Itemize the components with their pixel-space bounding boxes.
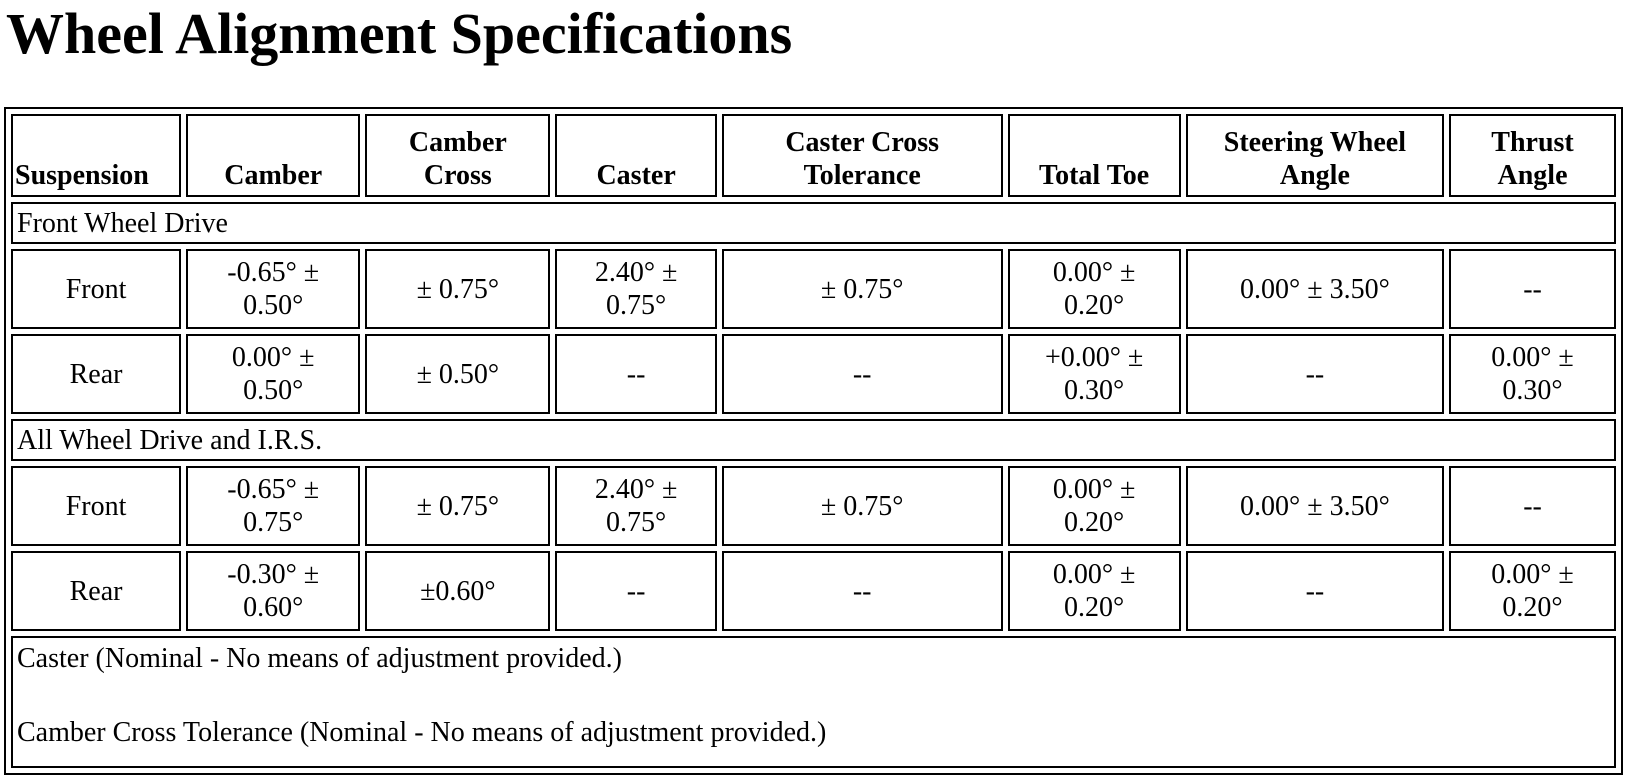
section-row (11, 419, 1616, 461)
section-row (11, 202, 1616, 244)
cell-steering-wheel-angle: 0.00° ± 3.50° (1186, 249, 1444, 329)
section-label: All Wheel Drive and I.R.S. (11, 419, 1616, 461)
cell-camber: 0.00° ± 0.50° (186, 334, 360, 414)
cell-total-toe: 0.00° ± 0.20° (1008, 551, 1181, 631)
cell-thrust-angle: 0.00° ± 0.20° (1449, 551, 1616, 631)
cell-suspension: Front (11, 466, 181, 546)
header-steering-wheel-angle: Steering Wheel Angle (1186, 114, 1444, 197)
cell-camber: -0.30° ± 0.60° (186, 551, 360, 631)
alignment-spec-table (4, 107, 1623, 775)
cell-total-toe: 0.00° ± 0.20° (1008, 466, 1181, 546)
cell-suspension: Rear (11, 334, 181, 414)
cell-camber: -0.65° ± 0.50° (186, 249, 360, 329)
cell-camber-cross: ± 0.75° (365, 466, 550, 546)
cell-total-toe: +0.00° ± 0.30° (1008, 334, 1181, 414)
header-camber-cross: Camber Cross (365, 114, 550, 197)
cell-thrust-angle: -- (1449, 249, 1616, 329)
header-total-toe: Total Toe (1008, 114, 1181, 197)
page-title: Wheel Alignment Specifications (6, 1, 793, 66)
table-row (11, 551, 1616, 631)
cell-caster: 2.40° ± 0.75° (555, 249, 717, 329)
header-thrust-angle: Thrust Angle (1449, 114, 1616, 197)
header-caster-cross-tolerance: Caster Cross Tolerance (722, 114, 1003, 197)
cell-caster: -- (555, 551, 717, 631)
table-row (11, 466, 1616, 546)
cell-caster-cross-tolerance: ± 0.75° (722, 466, 1003, 546)
cell-caster-cross-tolerance: ± 0.75° (722, 249, 1003, 329)
cell-camber-cross: ±0.60° (365, 551, 550, 631)
cell-caster-cross-tolerance: -- (722, 551, 1003, 631)
section-label: Front Wheel Drive (11, 202, 1616, 244)
cell-steering-wheel-angle: -- (1186, 334, 1444, 414)
cell-thrust-angle: -- (1449, 466, 1616, 546)
cell-total-toe: 0.00° ± 0.20° (1008, 249, 1181, 329)
table-row (11, 334, 1616, 414)
cell-caster: -- (555, 334, 717, 414)
cell-steering-wheel-angle: 0.00° ± 3.50° (1186, 466, 1444, 546)
cell-camber-cross: ± 0.75° (365, 249, 550, 329)
cell-caster-cross-tolerance: -- (722, 334, 1003, 414)
cell-caster: 2.40° ± 0.75° (555, 466, 717, 546)
notes-cell (11, 636, 1616, 768)
cell-suspension: Rear (11, 551, 181, 631)
note-caster: Caster (Nominal - No means of adjustment provided.) (17, 643, 622, 674)
header-camber: Camber (186, 114, 360, 197)
cell-camber: -0.65° ± 0.75° (186, 466, 360, 546)
cell-suspension: Front (11, 249, 181, 329)
notes-row (11, 636, 1616, 768)
cell-camber-cross: ± 0.50° (365, 334, 550, 414)
note-camber-cross-tolerance: Camber Cross Tolerance (Nominal - No means of adjustment provided.) (17, 717, 827, 748)
cell-thrust-angle: 0.00° ± 0.30° (1449, 334, 1616, 414)
header-row (11, 114, 1616, 197)
table-body (11, 202, 1616, 631)
header-caster: Caster (555, 114, 717, 197)
table-row (11, 249, 1616, 329)
cell-steering-wheel-angle: -- (1186, 551, 1444, 631)
header-suspension: Suspension (11, 114, 181, 197)
